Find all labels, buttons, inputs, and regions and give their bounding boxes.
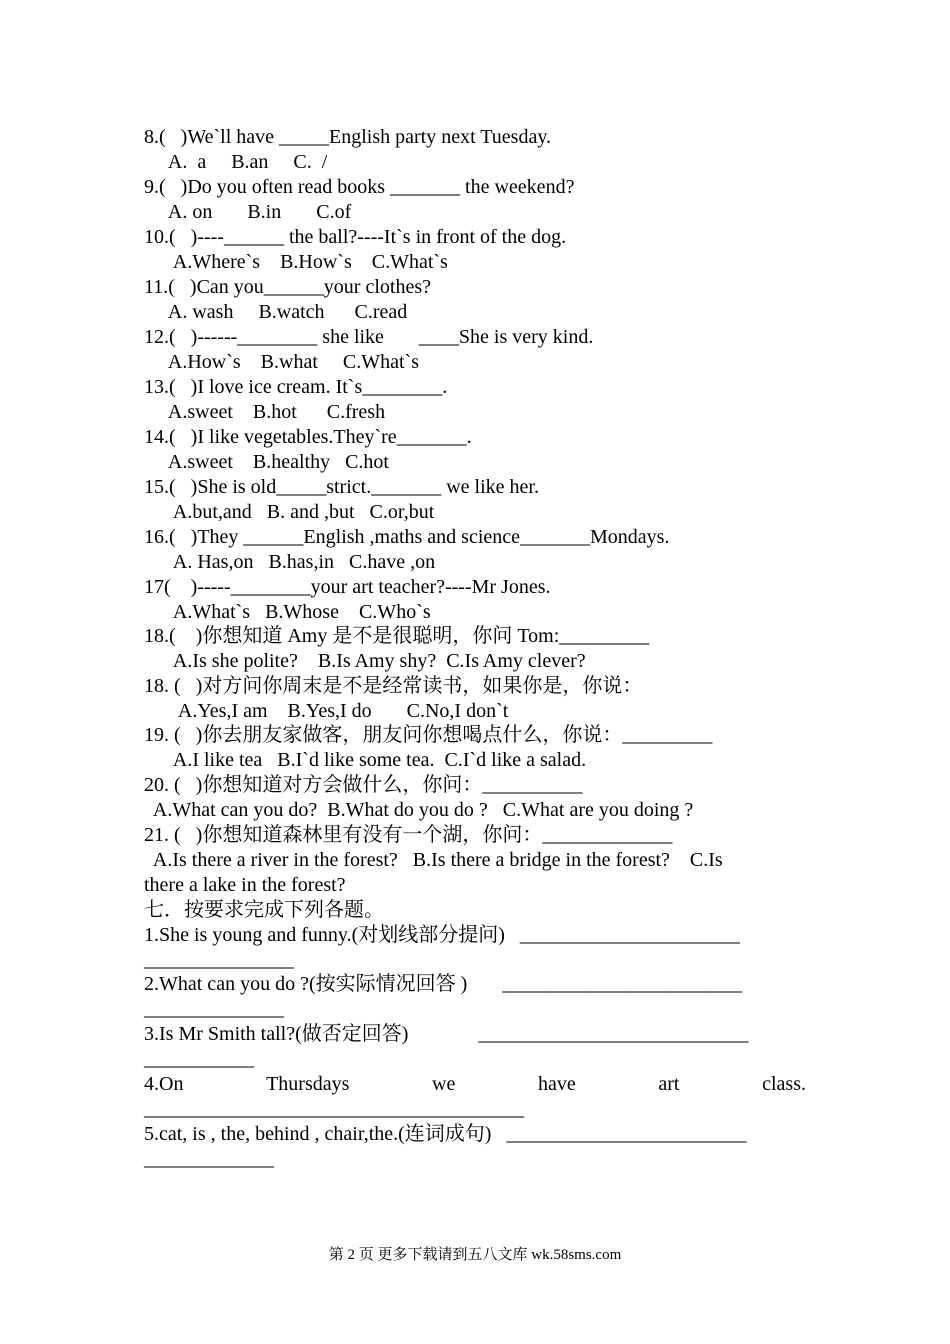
question-12-options: A.How`s B.what C.What`s bbox=[144, 351, 419, 373]
task-4-line bbox=[144, 1072, 806, 1097]
question-16-stem: 16.( )They ______English ,maths and science_______Mondays. bbox=[144, 526, 670, 548]
question-13-stem: 13.( )I love ice cream. It`s________. bbox=[144, 376, 448, 398]
task-2-line: 2.What can you do ?(按实际情况回答 ) ________________________ bbox=[144, 973, 743, 995]
question-19-stem: 19. ( )你去朋友家做客，朋友问你想喝点什么，你说：_________ bbox=[144, 724, 713, 746]
task-4-word: 4.On bbox=[144, 1073, 184, 1095]
question-10-options: A.Where`s B.How`s C.What`s bbox=[144, 251, 448, 273]
task-4-answer-line: ______________________________________ bbox=[144, 1098, 524, 1120]
question-19-options: A.I like tea B.I`d like some tea. C.I`d like a salad. bbox=[144, 749, 587, 771]
task-2-answer-line: ______________ bbox=[144, 998, 284, 1020]
question-17-options: A.What`s B.Whose C.Who`s bbox=[144, 601, 431, 623]
question-14-stem: 14.( )I like vegetables.They`re_______. bbox=[144, 426, 472, 448]
question-16-options: A. Has,on B.has,in C.have ,on bbox=[144, 551, 436, 573]
page-footer: 第 2 页 更多下载请到五八文库 wk.58sms.com bbox=[328, 1247, 622, 1263]
question-10-stem: 10.( )----______ the ball?----It`s in front of the dog. bbox=[144, 226, 567, 248]
question-11-options: A. wash B.watch C.read bbox=[144, 301, 408, 323]
question-18b-stem: 18. ( )对方问你周末是不是经常读书，如果你是，你说： bbox=[144, 675, 643, 697]
section-seven-heading: 七．按要求完成下列各题。 bbox=[144, 899, 384, 921]
question-21-stem: 21. ( )你想知道森林里有没有一个湖，你问：_____________ bbox=[144, 824, 673, 846]
question-18a-stem: 18.( )你想知道 Amy 是不是很聪明，你问 Tom:_________ bbox=[144, 625, 650, 647]
question-9-stem: 9.( )Do you often read books _______ the weekend? bbox=[144, 176, 575, 198]
question-18b-options: A.Yes,I am B.Yes,I do C.No,I don`t bbox=[144, 700, 509, 722]
task-5-answer-line: _____________ bbox=[144, 1148, 274, 1170]
task-4-word: class. bbox=[762, 1073, 806, 1095]
task-4-word: Thursdays bbox=[266, 1073, 350, 1095]
task-4-word: have bbox=[537, 1073, 576, 1095]
question-21-options: A.Is there a river in the forest? B.Is there a bridge in the forest? C.Is bbox=[144, 849, 723, 871]
task-1-line: 1.She is young and funny.(对划线部分提问) ______________________ bbox=[144, 924, 740, 946]
task-4-word: art bbox=[658, 1073, 680, 1095]
question-15-stem: 15.( )She is old_____strict._______ we like her. bbox=[144, 476, 539, 498]
question-9-options: A. on B.in C.of bbox=[144, 201, 352, 223]
task-4-word: we bbox=[432, 1073, 456, 1095]
task-3-line: 3.Is Mr Smith tall?(做否定回答) ___________________________ bbox=[144, 1023, 749, 1045]
question-17-stem: 17( )-----________your art teacher?----Mr Jones. bbox=[144, 576, 551, 598]
question-13-options: A.sweet B.hot C.fresh bbox=[144, 401, 386, 423]
task-3-answer-line: ___________ bbox=[144, 1048, 254, 1070]
question-18a-options: A.Is she polite? B.Is Amy shy? C.Is Amy clever? bbox=[144, 650, 586, 672]
question-12-stem: 12.( )------________ she like ____She is very kind. bbox=[144, 326, 594, 348]
question-11-stem: 11.( )Can you______your clothes? bbox=[144, 276, 431, 298]
question-8-options: A. a B.an C. / bbox=[144, 151, 328, 173]
question-20-stem: 20. ( )你想知道对方会做什么，你问：__________ bbox=[144, 774, 583, 796]
question-21-options-continued: there a lake in the forest? bbox=[144, 874, 346, 896]
question-20-options: A.What can you do? B.What do you do ? C.What are you doing ? bbox=[144, 799, 694, 821]
question-15-options: A.but,and B. and ,but C.or,but bbox=[144, 501, 435, 523]
question-14-options: A.sweet B.healthy C.hot bbox=[144, 451, 389, 473]
task-1-answer-line: _______________ bbox=[144, 949, 294, 971]
question-8-stem: 8.( )We`ll have _____English party next Tuesday. bbox=[144, 126, 552, 148]
task-5-line: 5.cat, is , the, behind , chair,the.(连词成句) ________________________ bbox=[144, 1123, 747, 1145]
